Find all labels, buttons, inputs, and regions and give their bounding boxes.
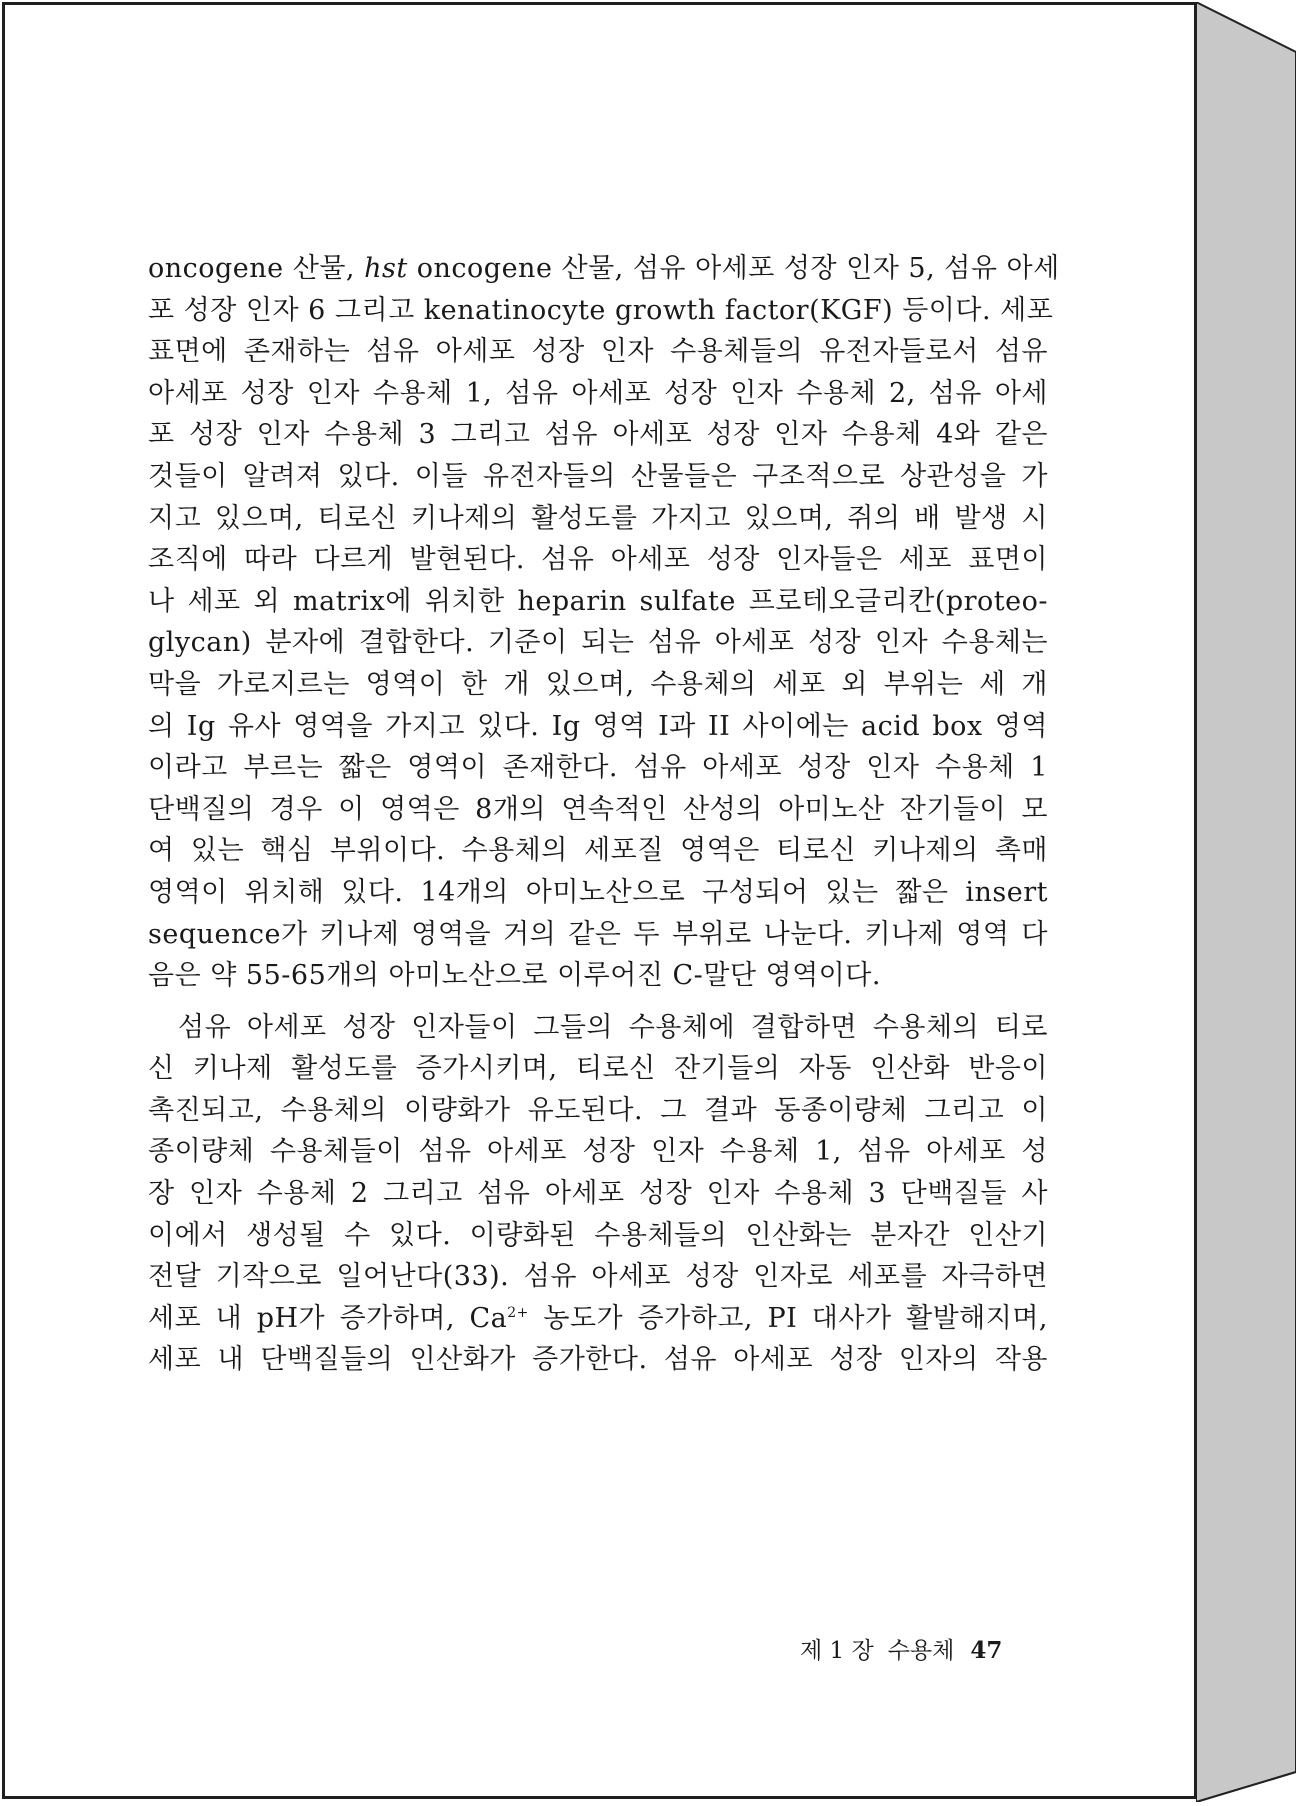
text-line [148, 1298, 1048, 1340]
text-line: glycan) 분자에 결합한다. 기준이 되는 섬유 아세포 성장 인자 수용체는 [148, 627, 1048, 659]
page-footer [800, 1632, 1002, 1665]
text-line: 이에서 생성될 수 있다. 이량화된 수용체들의 인산화는 분자간 인산기 [148, 1219, 1048, 1251]
text-line: 여 있는 핵심 부위이다. 수용체의 세포질 영역은 티로신 키나제의 촉매 [148, 835, 1048, 867]
text-line: 섬유 아세포 성장 인자들이 그들의 수용체에 결합하면 수용체의 티로 [178, 1011, 1048, 1043]
text-line: 막을 가로지르는 영역이 한 개 있으며, 수용체의 세포 외 부위는 세 개 [148, 668, 1048, 700]
text-line: 것들이 알려져 있다. 이들 유전자들의 산물들은 구조적으로 상관성을 가 [148, 460, 1048, 492]
text-line: 포 성장 인자 6 그리고 kenatinocyte growth factor(KGF) 등이다. 세포 [148, 294, 1054, 326]
paragraph-2 [148, 1007, 1048, 1381]
text-line: 종이량체 수용체들이 섬유 아세포 성장 인자 수용체 1, 섬유 아세포 성 [148, 1136, 1048, 1168]
page-number: 47 [970, 1637, 1003, 1664]
paragraph-1 [148, 248, 1060, 997]
text-segment: 세포 내 pH가 증가하며, Ca [148, 1302, 508, 1334]
chapter-label: 제 1 장 [800, 1638, 874, 1664]
text-line: 장 인자 수용체 2 그리고 섬유 아세포 성장 인자 수용체 3 단백질들 사 [148, 1178, 1048, 1210]
text-line [148, 248, 1060, 290]
text-line: 지고 있으며, 티로신 키나제의 활성도를 가지고 있으며, 쥐의 배 발생 시 [148, 502, 1048, 534]
superscript-charge: 2+ [507, 1304, 529, 1321]
text-line: 촉진되고, 수용체의 이량화가 유도된다. 그 결과 동종이량체 그리고 이 [148, 1094, 1048, 1126]
page-stack-side [1196, 2, 1296, 1802]
text-line: 의 Ig 유사 영역을 가지고 있다. Ig 영역 I과 II 사이에는 acid box 영역 [148, 710, 1048, 742]
text-line: 전달 기작으로 일어난다(33). 섬유 아세포 성장 인자로 세포를 자극하면 [148, 1261, 1048, 1293]
text-segment: 농도가 증가하고, PI 대사가 활발해지며, [528, 1302, 1049, 1334]
text-line: 영역이 위치해 있다. 14개의 아미노산으로 구성되어 있는 짧은 insert [148, 876, 1048, 908]
text-line: 표면에 존재하는 섬유 아세포 성장 인자 수용체들의 유전자들로서 섬유 [148, 336, 1048, 368]
chapter-title: 수용체 [887, 1638, 955, 1664]
text-line: 신 키나제 활성도를 증가시키며, 티로신 잔기들의 자동 인산화 반응이 [148, 1053, 1048, 1085]
text-line: 나 세포 외 matrix에 위치한 heparin sulfate 프로테오글리칸(proteo- [148, 585, 1048, 617]
paragraph-gap [148, 997, 1048, 1007]
text-line: sequence가 키나제 영역을 거의 같은 두 부위로 나눈다. 키나제 영역 다 [148, 918, 1048, 950]
text-line: 단백질의 경우 이 영역은 8개의 연속적인 산성의 아미노산 잔기들이 모 [148, 793, 1048, 825]
text-line: 아세포 성장 인자 수용체 1, 섬유 아세포 성장 인자 수용체 2, 섬유 아세 [148, 377, 1048, 409]
text-segment: oncogene 산물, 섬유 아세포 성장 인자 5, 섬유 아세 [407, 253, 1060, 284]
text-line: 포 성장 인자 수용체 3 그리고 섬유 아세포 성장 인자 수용체 4와 같은 [148, 419, 1048, 451]
body-text [148, 248, 1060, 1381]
text-line: 세포 내 단백질들의 인산화가 증가한다. 섬유 아세포 성장 인자의 작용 [148, 1344, 1048, 1376]
text-line: 이라고 부르는 짧은 영역이 존재한다. 섬유 아세포 성장 인자 수용체 1 [148, 752, 1048, 784]
text-line: 음은 약 55-65개의 아미노산으로 이루어진 C-말단 영역이다. [148, 960, 881, 992]
italic-gene-name: hst [364, 253, 408, 284]
text-line: 조직에 따라 다르게 발현된다. 섬유 아세포 성장 인자들은 세포 표면이 [148, 544, 1048, 576]
text-segment: oncogene 산물, [148, 253, 365, 284]
